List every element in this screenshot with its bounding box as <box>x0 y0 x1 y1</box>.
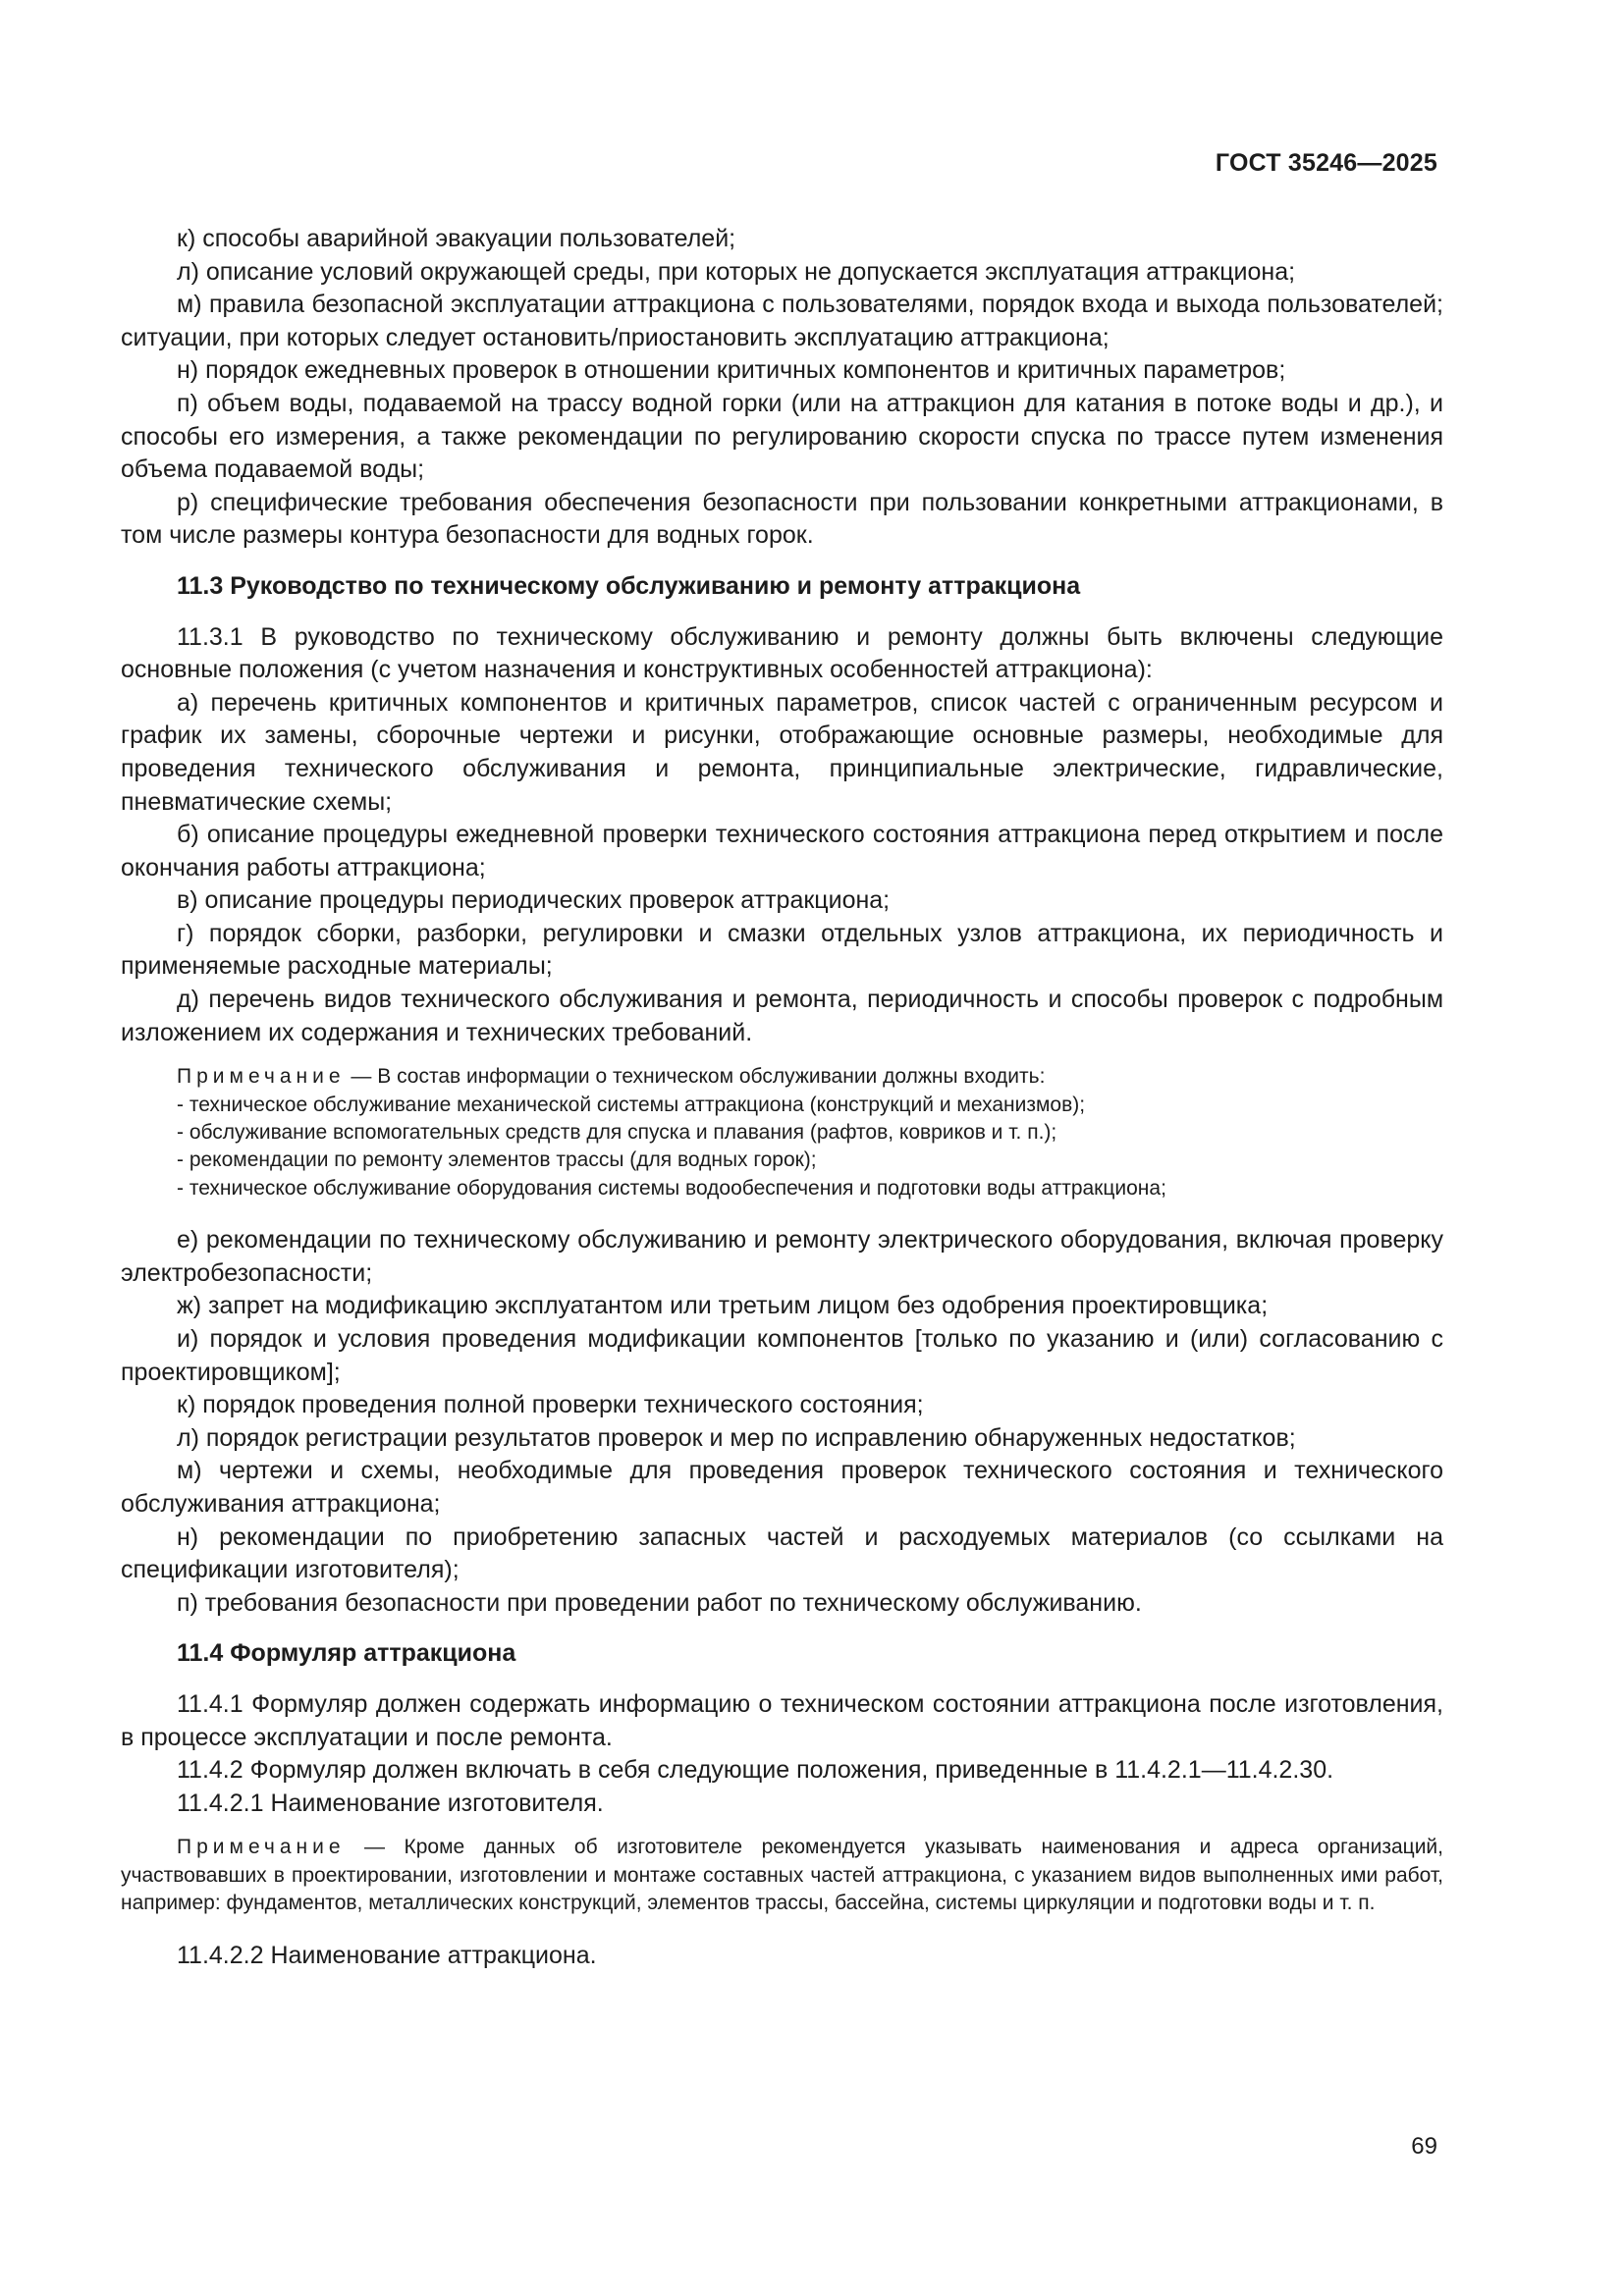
note-text: — В состав информации о техническом обслуживании должны входить: <box>345 1065 1046 1089</box>
note-item: - техническое обслуживание механической системы аттракциона (конструкций и механизмов); <box>177 1093 1086 1116</box>
note-block <box>121 1834 1443 1917</box>
paragraph-11-4-2-1: 11.4.2.1 Наименование изготовителя. <box>177 1789 604 1817</box>
note-item: - обслуживание вспомогательных средств для спуска и плавания (рафтов, ковриков и т. п.); <box>177 1121 1057 1145</box>
paragraph-11-3-1: 11.3.1 В руководство по техническому обслуживанию и ремонту должны быть включены следующие основные положения (с учетом назначения и конструктивных особенностей аттракциона): <box>121 622 1443 684</box>
page-number: 69 <box>1411 2133 1437 2160</box>
list-item: а) перечень критичных компонентов и критичных параметров, список частей с ограниченным ресурсом и график их замены, сборочные чертежи и рисунки, отображающие основные размеры, необходимые для проведения технического обслуживания и ремонта, принципиальные электрические, гидравлические, пневматические схемы; <box>121 688 1443 816</box>
document-header: ГОСТ 35246—2025 <box>1215 149 1437 177</box>
note-item: - рекомендации по ремонту элементов трассы (для водных горок); <box>177 1148 817 1172</box>
note-text: — Кроме данных об изготовителе рекомендуется указывать наименования и адреса организаций, участвовавших в проектировании, изготовлении и монтаже составных частей аттракциона, с указанием видов выполненных ими работ, например: фундаментов, металлических конструкций, элементов трассы, бассейна, системы циркуляции и подготовки воды и т. п. <box>121 1836 1443 1915</box>
list-item: к) порядок проведения полной проверки технического состояния; <box>177 1391 924 1419</box>
list-item: и) порядок и условия проведения модификации компонентов [только по указанию и (или) согласованию с проектировщиком]; <box>121 1325 1443 1386</box>
list-item: р) специфические требования обеспечения безопасности при пользовании конкретными аттракционами, в том числе размеры контура безопасности для водных горок. <box>121 488 1443 550</box>
list-item: л) порядок регистрации результатов проверок и мер по исправлению обнаруженных недостатков; <box>177 1423 1296 1452</box>
list-item: п) требования безопасности при проведении работ по техническому обслуживанию. <box>177 1588 1142 1617</box>
note-label: Примечание <box>177 1836 346 1859</box>
paragraph-11-4-2-2: 11.4.2.2 Наименование аттракциона. <box>177 1941 597 1969</box>
note-block <box>121 1063 1443 1202</box>
list-item: е) рекомендации по техническому обслуживанию и ремонту электрического оборудования, включая проверку электробезопасности; <box>121 1226 1443 1287</box>
list-item: н) рекомендации по приобретению запасных частей и расходуемых материалов (со ссылками на спецификации изготовителя); <box>121 1522 1443 1584</box>
list-item: д) перечень видов технического обслуживания и ремонта, периодичность и способы проверок с подробным изложением их содержания и технических требований. <box>121 986 1443 1046</box>
paragraph-11-4-1: 11.4.1 Формуляр должен содержать информацию о техническом состоянии аттракциона после изготовления, в процессе эксплуатации и после ремонта. <box>121 1690 1443 1751</box>
list-item: п) объем воды, подаваемой на трассу водной горки (или на аттракцион для катания в потоке воды и др.), и способы его измерения, а также рекомендации по регулированию скорости спуска по трассе путем изменения объема подаваемой воды; <box>121 389 1443 484</box>
list-item: в) описание процедуры периодических проверок аттракциона; <box>177 886 891 915</box>
section-heading-11-4: 11.4 Формуляр аттракциона <box>177 1639 516 1668</box>
list-item: ж) запрет на модификацию эксплуатантом или третьим лицом без одобрения проектировщика; <box>177 1292 1269 1320</box>
note-first-line <box>121 1834 1443 1917</box>
list-item: м) чертежи и схемы, необходимые для проведения проверок технического состояния и технического обслуживания аттракциона; <box>121 1457 1443 1519</box>
note-first-line <box>121 1063 1443 1091</box>
note-item: - техническое обслуживание оборудования системы водообеспечения и подготовки воды аттракциона; <box>177 1176 1166 1200</box>
list-item: м) правила безопасной эксплуатации аттракциона с пользователями, порядок входа и выхода пользователей; ситуации, при которых следует остановить/приостановить эксплуатацию аттракциона; <box>121 291 1443 351</box>
list-item: г) порядок сборки, разборки, регулировки и смазки отдельных узлов аттракциона, их периодичность и применяемые расходные материалы; <box>121 919 1443 981</box>
page-content <box>121 223 1443 1972</box>
note-label: Примечание <box>177 1065 346 1089</box>
section-heading-11-3: 11.3 Руководство по техническому обслуживанию и ремонту аттракциона <box>177 571 1081 600</box>
list-item: н) порядок ежедневных проверок в отношении критичных компонентов и критичных параметров; <box>177 356 1286 385</box>
list-item: б) описание процедуры ежедневной проверки технического состояния аттракциона перед открытием и после окончания работы аттракциона; <box>121 821 1443 881</box>
list-item: к) способы аварийной эвакуации пользователей; <box>177 225 736 252</box>
list-item: л) описание условий окружающей среды, при которых не допускается эксплуатация аттракциона; <box>177 257 1296 286</box>
paragraph-11-4-2: 11.4.2 Формуляр должен включать в себя следующие положения, приведенные в 11.4.2.1—11.4.2.30. <box>177 1756 1334 1785</box>
